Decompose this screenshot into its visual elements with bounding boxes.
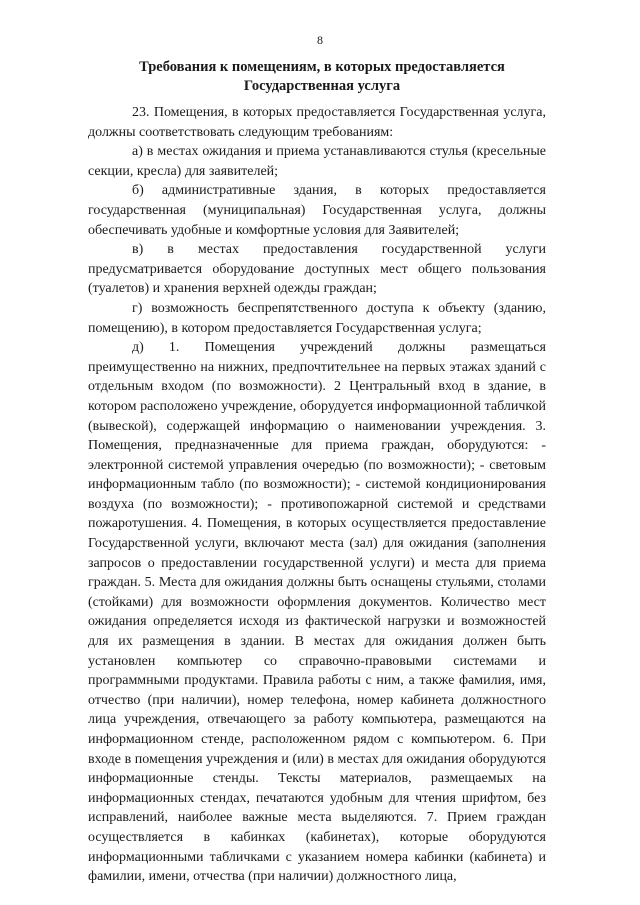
section-heading-line-1: Требования к помещениям, в которых предоставляется bbox=[139, 59, 505, 75]
paragraph-item-g: г) возможность беспрепятственного доступа к объекту (зданию, помещению), в котором предоставляется Государственная услуга; bbox=[88, 300, 546, 336]
page-number: 8 bbox=[317, 33, 323, 47]
document-body bbox=[88, 103, 546, 887]
paragraph-item-a: а) в местах ожидания и приема устанавливаются стулья (кресельные секции, кресла) для заявителей; bbox=[88, 144, 546, 179]
paragraph-item-v: в) в местах предоставления государственной услуги предусматривается оборудование доступных мест общего пользования (туалетов) и хранения верхней одежды граждан; bbox=[88, 242, 546, 297]
paragraph-23: 23. Помещения, в которых предоставляется Государственная услуга, должны соответствовать следующим требованиям: bbox=[88, 105, 546, 140]
section-heading-line-2: Государственная услуга bbox=[243, 78, 401, 94]
paragraph-item-b: б) административные здания, в которых предоставляется государственная (муниципальная) Государственная услуга, должны обеспечивать удобные и комфортные условия для Заявителей; bbox=[88, 183, 546, 238]
paragraph-item-d: д) 1. Помещения учреждений должны размещаться преимущественно на нижних, предпочтительнее на первых этажах зданий с отдельным входом (по возможности). 2 Центральный вход в здание, в котором расположено учреждение, оборудуется информационной табличкой (вывеской), содержащей информацию о наименовании учреждения. 3. Помещения, предназначенные для приема граждан, оборудуются: - электронной системой управления очередью (по возможности); - световым информационным табло (по возможности); - системой кондиционирования воздуха (по возможности); - противопожарной системой и средствами пожаротушения. 4. Помещения, в которых осуществляется предоставление Государственной услуги, включают места (зал) для ожидания (заполнения запросов о предоставлении государственной услуги) и места для приема граждан. 5. Места для ожидания должны быть оснащены стульями, столами (стойками) для возможности оформления документов. Количество мест ожидания определяется исходя из фактической нагрузки и возможностей для их размещения в здании. В местах для ожидания должен быть установлен компьютер со справочно-правовыми системами и программными продуктами. Правила работы с ним, а также фамилия, имя, отчество (при наличии), номер телефона, номер кабинета должностного лица учреждения, отвечающего за работу компьютера, размещаются на информационном стенде, расположенном рядом с компьютером. 6. При входе в помещения учреждения и (или) в местах для ожидания оборудуются информационные стенды. Тексты материалов, размещаемых на информационных стендах, печатаются удобным для чтения шрифтом, без исправлений, наиболее важные места выделяются. 7. Прием граждан осуществляется в кабинках (кабинетах), которые оборудуются информационными табличками с указанием номера кабинки (кабинета) и фамилии, имени, отчества (при наличии) должностного лица, bbox=[88, 340, 546, 885]
section-heading bbox=[92, 58, 552, 96]
